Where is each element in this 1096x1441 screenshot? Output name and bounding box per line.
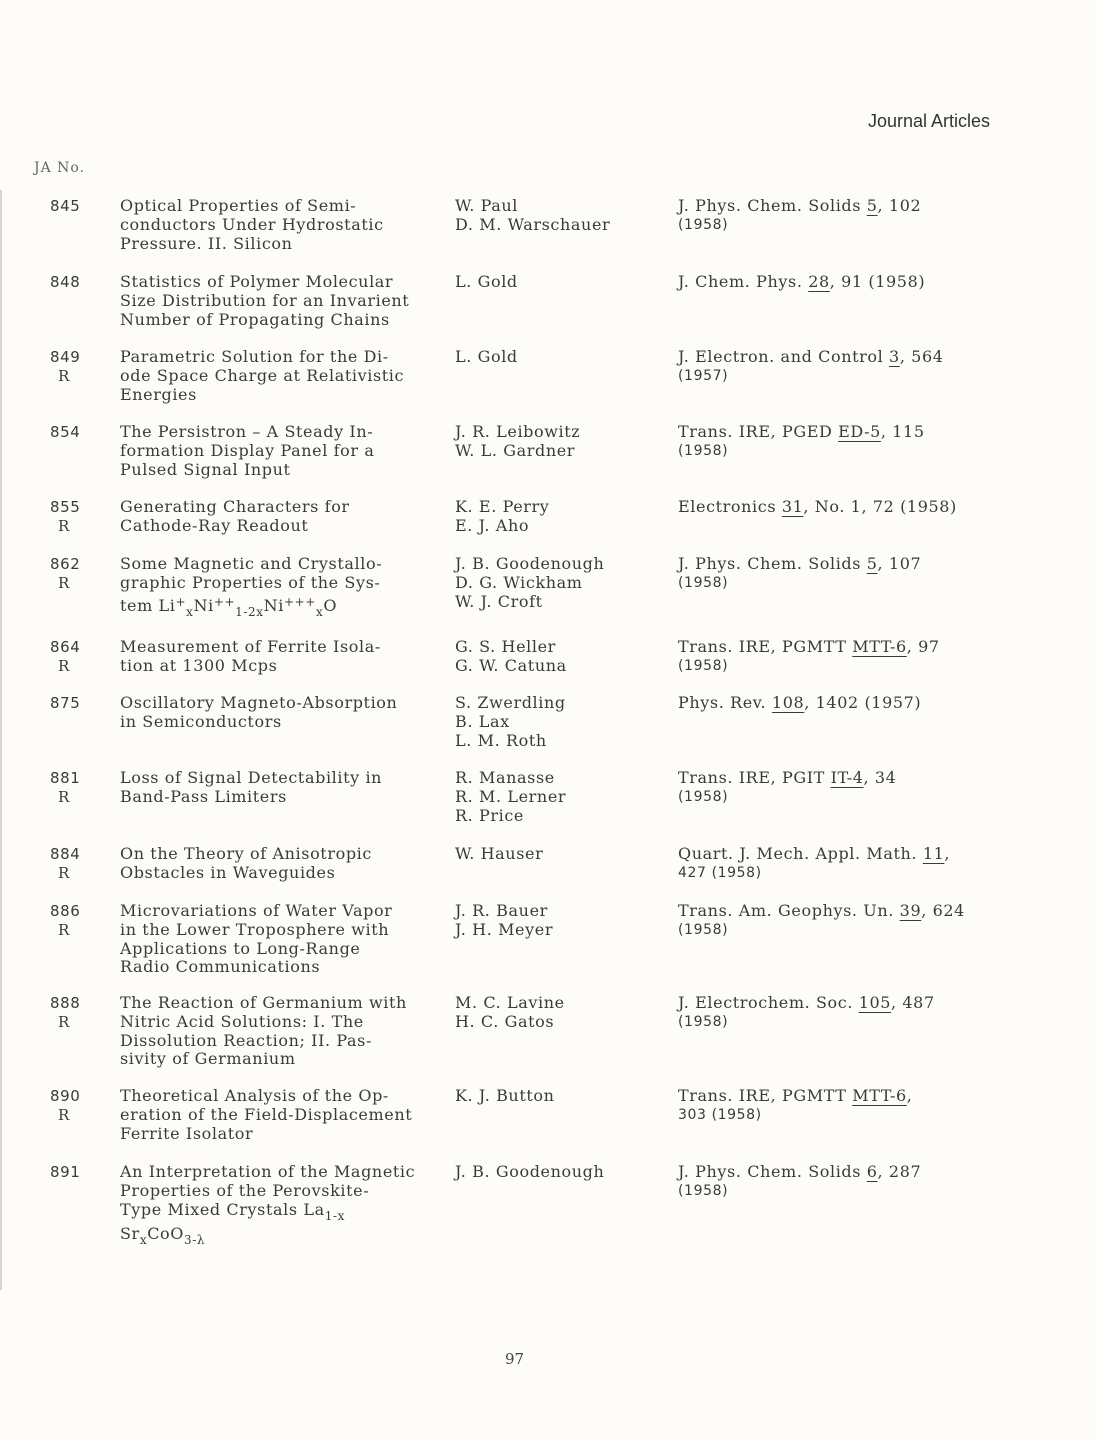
reprint-marker: R bbox=[58, 1012, 70, 1031]
journal-year: (1957) bbox=[678, 367, 729, 384]
article-title: Some Magnetic and Crystallo- graphic Properties of the Sys- tem $Li^+_xNi^{++}_{1-2x}Ni^{+++}_xO$ bbox=[120, 554, 383, 619]
author-name: E. J. Aho bbox=[455, 515, 530, 535]
volume-number: 11 bbox=[922, 844, 945, 863]
journal-reference: J. Electrochem. Soc. 105, 487 bbox=[678, 993, 935, 1012]
journal-citation bbox=[678, 638, 1008, 676]
page-number: 97 bbox=[505, 1350, 525, 1368]
journal-reference: Trans. IRE, PGMTT MTT-6, bbox=[678, 1086, 913, 1105]
ja-number-value: 864 bbox=[50, 638, 81, 656]
journal-reference: Trans. IRE, PGED ED-5, 115 bbox=[678, 422, 925, 441]
ja-number-value: 854 bbox=[50, 423, 81, 441]
journal-reference: Trans. IRE, PGMTT MTT-6, 97 bbox=[678, 637, 940, 656]
volume-number: 108 bbox=[771, 693, 805, 712]
volume-number: 28 bbox=[808, 272, 830, 291]
ja-number bbox=[50, 1087, 100, 1125]
author-name: L. M. Roth bbox=[455, 730, 547, 750]
article-authors bbox=[455, 423, 670, 461]
ja-number-value: 855 bbox=[50, 498, 81, 516]
ja-number-value: 881 bbox=[50, 769, 81, 787]
ja-number bbox=[50, 348, 100, 386]
article-authors bbox=[455, 555, 670, 611]
journal-citation bbox=[678, 423, 1008, 461]
author-name: W. L. Gardner bbox=[455, 440, 576, 460]
ja-number bbox=[50, 994, 100, 1032]
journal-citation bbox=[678, 498, 1008, 517]
author-name: S. Zwerdling bbox=[455, 693, 566, 712]
ja-number-value: 848 bbox=[50, 273, 81, 291]
journal-year: (1958) bbox=[678, 788, 729, 805]
journal-citation bbox=[678, 994, 1008, 1032]
journal-year: 427 (1958) bbox=[678, 864, 762, 881]
author-name: J. R. Leibowitz bbox=[455, 422, 581, 441]
volume-number: MTT-6 bbox=[852, 1086, 907, 1105]
reprint-marker: R bbox=[58, 573, 70, 592]
author-name: R. Price bbox=[455, 805, 524, 825]
volume-number: 5 bbox=[866, 196, 878, 215]
author-name: D. G. Wickham bbox=[455, 572, 583, 592]
ja-number-value: 890 bbox=[50, 1087, 81, 1105]
journal-year: (1958) bbox=[678, 574, 729, 591]
article-authors bbox=[455, 1163, 670, 1182]
ja-number-value: 862 bbox=[50, 555, 81, 573]
author-name: R. M. Lerner bbox=[455, 786, 567, 806]
article-authors bbox=[455, 902, 670, 940]
journal-citation bbox=[678, 769, 1008, 807]
article-authors bbox=[455, 348, 670, 367]
article-title: Generating Characters for Cathode-Ray Readout bbox=[120, 497, 350, 535]
author-name: J. B. Goodenough bbox=[455, 554, 605, 573]
author-name: J. B. Goodenough bbox=[455, 1162, 605, 1181]
ja-number-value: 891 bbox=[50, 1163, 81, 1181]
volume-number: 39 bbox=[899, 901, 922, 920]
author-name: W. J. Croft bbox=[455, 591, 543, 611]
volume-number: 31 bbox=[781, 497, 804, 516]
journal-citation bbox=[678, 197, 1008, 235]
reprint-marker: R bbox=[58, 516, 70, 535]
article-title: Oscillatory Magneto-Absorption in Semiconductors bbox=[120, 693, 398, 731]
journal-year: 303 (1958) bbox=[678, 1106, 762, 1123]
reprint-marker: R bbox=[58, 656, 70, 675]
journal-citation bbox=[678, 694, 1008, 713]
article-title: Microvariations of Water Vapor in the Lower Troposphere with Applications to Long-Range Radio Communications bbox=[120, 901, 393, 977]
reprint-marker: R bbox=[58, 366, 70, 385]
article-authors bbox=[455, 498, 670, 536]
ja-number bbox=[50, 498, 100, 536]
reprint-marker: R bbox=[58, 920, 70, 939]
article-authors bbox=[455, 769, 670, 825]
journal-year: (1958) bbox=[678, 216, 729, 233]
article-authors bbox=[455, 638, 670, 676]
journal-citation bbox=[678, 1163, 1008, 1201]
author-name: K. J. Button bbox=[455, 1086, 555, 1105]
journal-reference: Phys. Rev. 108, 1402 (1957) bbox=[678, 693, 922, 712]
volume-number: 5 bbox=[866, 554, 878, 573]
journal-reference: J. Phys. Chem. Solids 6, 287 bbox=[678, 1162, 922, 1181]
journal-citation bbox=[678, 902, 1008, 940]
reprint-marker: R bbox=[58, 787, 70, 806]
journal-reference: Electronics 31, No. 1, 72 (1958) bbox=[678, 497, 957, 516]
article-title: The Persistron – A Steady In- formation Display Panel for a Pulsed Signal Input bbox=[120, 422, 375, 479]
author-name: W. Hauser bbox=[455, 844, 544, 863]
author-name: M. C. Lavine bbox=[455, 993, 565, 1012]
author-name: L. Gold bbox=[455, 272, 518, 291]
article-authors bbox=[455, 1087, 670, 1106]
reprint-marker: R bbox=[58, 1105, 70, 1124]
journal-citation bbox=[678, 555, 1008, 593]
ja-number bbox=[50, 638, 100, 676]
author-name: R. Manasse bbox=[455, 768, 555, 787]
article-title: The Reaction of Germanium with Nitric Acid Solutions: I. The Dissolution Reaction; II. Pas- sivity of Germanium bbox=[120, 993, 407, 1069]
author-name: D. M. Warschauer bbox=[455, 214, 611, 234]
ja-number bbox=[50, 694, 100, 713]
author-name: W. Paul bbox=[455, 196, 519, 215]
article-title: Measurement of Ferrite Isola- tion at 1300 Mcps bbox=[120, 637, 381, 675]
ja-number bbox=[50, 769, 100, 807]
journal-reference: J. Chem. Phys. 28, 91 (1958) bbox=[678, 272, 926, 291]
reprint-marker: R bbox=[58, 863, 70, 882]
ja-number-value: 886 bbox=[50, 902, 81, 920]
journal-year: (1958) bbox=[678, 442, 729, 459]
article-title: Statistics of Polymer Molecular Size Distribution for an Invarient Number of Propagating Chains bbox=[120, 272, 410, 329]
journal-reference: J. Phys. Chem. Solids 5, 102 bbox=[678, 196, 922, 215]
journal-year: (1958) bbox=[678, 1182, 729, 1199]
author-name: J. H. Meyer bbox=[455, 919, 554, 939]
article-title: Parametric Solution for the Di- ode Space Charge at Relativistic Energies bbox=[120, 347, 405, 404]
ja-number bbox=[50, 423, 100, 442]
volume-number: 105 bbox=[858, 993, 892, 1012]
author-name: J. R. Bauer bbox=[455, 901, 548, 920]
ja-number-value: 875 bbox=[50, 694, 81, 712]
journal-citation bbox=[678, 348, 1008, 386]
article-authors bbox=[455, 994, 670, 1032]
author-name: G. W. Catuna bbox=[455, 655, 567, 675]
journal-reference: Trans. Am. Geophys. Un. 39, 624 bbox=[678, 901, 965, 920]
page-title: Journal Articles bbox=[867, 111, 990, 131]
article-authors bbox=[455, 845, 670, 864]
ja-number bbox=[50, 555, 100, 593]
journal-year: (1958) bbox=[678, 921, 729, 938]
ja-number bbox=[50, 273, 100, 292]
author-name: G. S. Heller bbox=[455, 637, 556, 656]
ja-number-value: 888 bbox=[50, 994, 81, 1012]
column-label-ja-no: JA No. bbox=[34, 160, 86, 176]
journal-citation bbox=[678, 1087, 1008, 1125]
article-title: On the Theory of Anisotropic Obstacles in Waveguides bbox=[120, 844, 372, 882]
author-name: L. Gold bbox=[455, 347, 518, 366]
volume-number: ED-5 bbox=[838, 422, 881, 441]
article-title: Theoretical Analysis of the Op- eration of the Field-Displacement Ferrite Isolator bbox=[120, 1086, 413, 1143]
journal-year: (1958) bbox=[678, 657, 729, 674]
journal-citation bbox=[678, 273, 1008, 292]
journal-reference: J. Electron. and Control 3, 564 bbox=[678, 347, 944, 366]
ja-number-value: 845 bbox=[50, 197, 81, 215]
article-authors bbox=[455, 197, 670, 235]
article-title: Loss of Signal Detectability in Band-Pass Limiters bbox=[120, 768, 383, 806]
volume-number: IT-4 bbox=[830, 768, 864, 787]
ja-number bbox=[50, 197, 100, 216]
article-authors bbox=[455, 273, 670, 292]
volume-number: MTT-6 bbox=[852, 637, 907, 656]
journal-reference: J. Phys. Chem. Solids 5, 107 bbox=[678, 554, 922, 573]
article-title: An Interpretation of the Magnetic Properties of the Perovskite- Type Mixed Crystals $La_{1-x}$ $Sr_xCoO_{3-\lambda}$ bbox=[120, 1162, 416, 1248]
article-authors bbox=[455, 694, 670, 750]
volume-number: 6 bbox=[866, 1162, 878, 1181]
author-name: K. E. Perry bbox=[455, 497, 550, 516]
ja-number bbox=[50, 1163, 100, 1182]
journal-reference: Quart. J. Mech. Appl. Math. 11, bbox=[678, 844, 951, 863]
page-edge-shadow bbox=[0, 190, 2, 1290]
ja-number-value: 884 bbox=[50, 845, 81, 863]
journal-reference: Trans. IRE, PGIT IT-4, 34 bbox=[678, 768, 897, 787]
ja-number bbox=[50, 845, 100, 883]
journal-citation bbox=[678, 845, 1008, 883]
journal-year: (1958) bbox=[678, 1013, 729, 1030]
author-name: H. C. Gatos bbox=[455, 1011, 555, 1031]
ja-number-value: 849 bbox=[50, 348, 81, 366]
ja-number bbox=[50, 902, 100, 940]
volume-number: 3 bbox=[889, 347, 900, 366]
author-name: B. Lax bbox=[455, 711, 510, 731]
article-title: Optical Properties of Semi- conductors Under Hydrostatic Pressure. II. Silicon bbox=[120, 196, 384, 253]
